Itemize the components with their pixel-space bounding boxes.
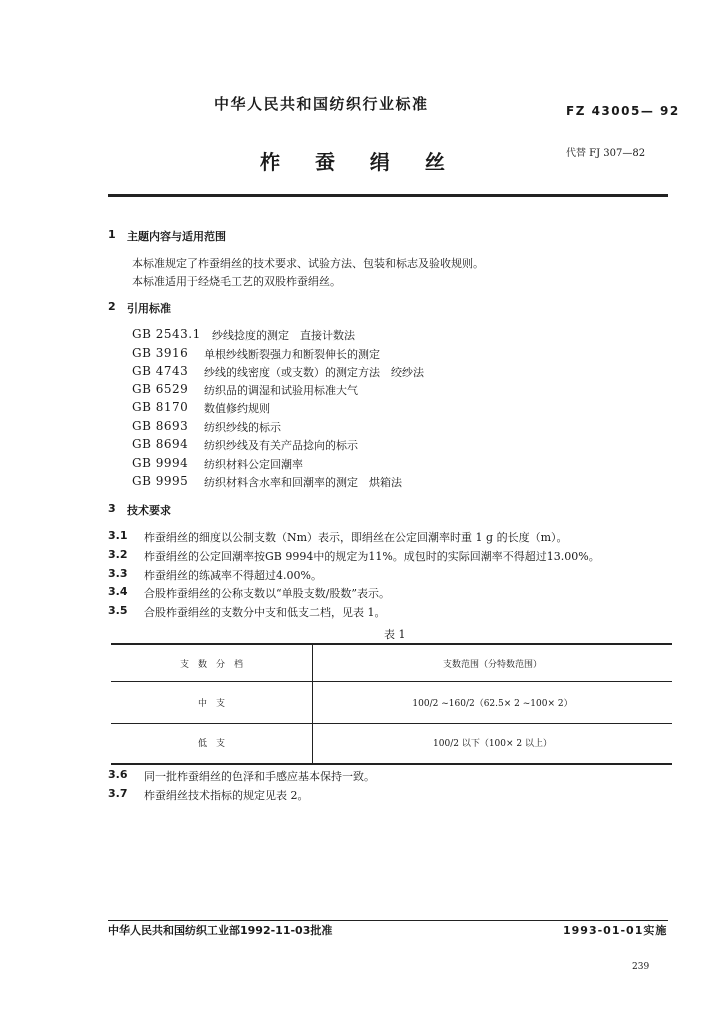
reference-title: 单根纱线断裂强力和断裂伸长的测定 — [204, 348, 380, 361]
document-title: 柞 蚕 绢 丝 — [260, 150, 459, 174]
clause-text: 柞蚕绢丝的练减率不得超过4.00%。 — [144, 569, 322, 582]
table-cell: 100/2 以下（100× 2 以上） — [433, 739, 552, 749]
table-caption: 表 1 — [384, 628, 406, 641]
reference-code: GB 8694 — [132, 437, 189, 451]
clause-text: 合股柞蚕绢丝的支数分中支和低支二档，见表 1。 — [144, 606, 386, 619]
table-cell: 100/2 ~160/2（62.5× 2 ~100× 2） — [412, 699, 573, 709]
table-header-cell: 支数范围（分特数范围） — [442, 660, 542, 670]
clause-text: 同一批柞蚕绢丝的色泽和手感应基本保持一致。 — [144, 770, 375, 783]
reference-title: 纱线捻度的测定 直接计数法 — [212, 329, 355, 342]
clause-number: 3.4 — [108, 585, 128, 598]
reference-code: GB 9995 — [132, 474, 189, 488]
reference-code: GB 2543.1 — [132, 327, 201, 341]
reference-title: 纺织材料公定回潮率 — [204, 458, 303, 471]
clause-text: 柞蚕绢丝技术指标的规定见表 2。 — [144, 789, 309, 802]
reference-code: GB 8693 — [132, 419, 189, 433]
standard-code: FZ 43005— 92 — [566, 104, 680, 118]
clause-text: 合股柞蚕绢丝的公称支数以“单股支数/股数”表示。 — [144, 587, 390, 600]
reference-title: 纺织纱线及有关产品捻向的标示 — [204, 439, 358, 452]
clause-number: 3.7 — [108, 787, 128, 800]
clause-text: 柞蚕绢丝的细度以公制支数（Nm）表示，即绢丝在公定回潮率时重 1 g 的长度（m）。 — [144, 531, 568, 544]
section-1-paragraph: 本标准适用于经烧毛工艺的双股柞蚕绢丝。 — [132, 275, 341, 288]
replaces-note: 代替 FJ 307—82 — [566, 148, 646, 159]
clause-number: 3.6 — [108, 768, 128, 781]
approval-note: 中华人民共和国纺织工业部1992-11-03批准 — [108, 924, 333, 937]
reference-title: 数值修约规则 — [204, 402, 270, 415]
section-1-title: 主题内容与适用范围 — [127, 230, 226, 243]
section-1-number: 1 — [108, 228, 116, 241]
clause-number: 3.1 — [108, 529, 128, 542]
reference-code: GB 9994 — [132, 456, 189, 470]
reference-title: 纱线的线密度（或支数）的测定方法 绞纱法 — [204, 366, 424, 379]
reference-code: GB 4743 — [132, 364, 189, 378]
reference-code: GB 8170 — [132, 400, 189, 414]
section-3-title: 技术要求 — [127, 504, 171, 517]
header-divider — [108, 194, 668, 197]
reference-code: GB 3916 — [132, 346, 189, 360]
reference-title: 纺织纱线的标示 — [204, 421, 281, 434]
page-number: 239 — [632, 962, 650, 972]
footer-divider — [108, 920, 668, 921]
table-header-divider — [111, 681, 672, 682]
clause-number: 3.3 — [108, 567, 128, 580]
clause-number: 3.2 — [108, 548, 128, 561]
section-3-number: 3 — [108, 502, 116, 515]
table-top-border — [111, 643, 672, 645]
clause-text: 柞蚕绢丝的公定回潮率按GB 9994中的规定为11%。成包时的实际回潮率不得超过13.00%。 — [144, 550, 600, 563]
issuing-organization: 中华人民共和国纺织行业标准 — [214, 95, 429, 113]
reference-title: 纺织品的调湿和试验用标准大气 — [204, 384, 358, 397]
section-2-title: 引用标准 — [127, 302, 171, 315]
table-1 — [111, 643, 672, 765]
table-bottom-border — [111, 763, 672, 765]
table-row-divider — [111, 723, 672, 724]
reference-title: 纺织材料含水率和回潮率的测定 烘箱法 — [204, 476, 402, 489]
table-cell: 中 支 — [197, 699, 225, 709]
implementation-date: 1993-01-01实施 — [563, 924, 668, 937]
table-cell: 低 支 — [197, 739, 225, 749]
reference-code: GB 6529 — [132, 382, 189, 396]
section-2-number: 2 — [108, 300, 116, 313]
clause-number: 3.5 — [108, 604, 128, 617]
table-header-cell: 支 数 分 档 — [179, 660, 243, 670]
section-1-paragraph: 本标准规定了柞蚕绢丝的技术要求、试验方法、包装和标志及验收规则。 — [132, 257, 484, 270]
